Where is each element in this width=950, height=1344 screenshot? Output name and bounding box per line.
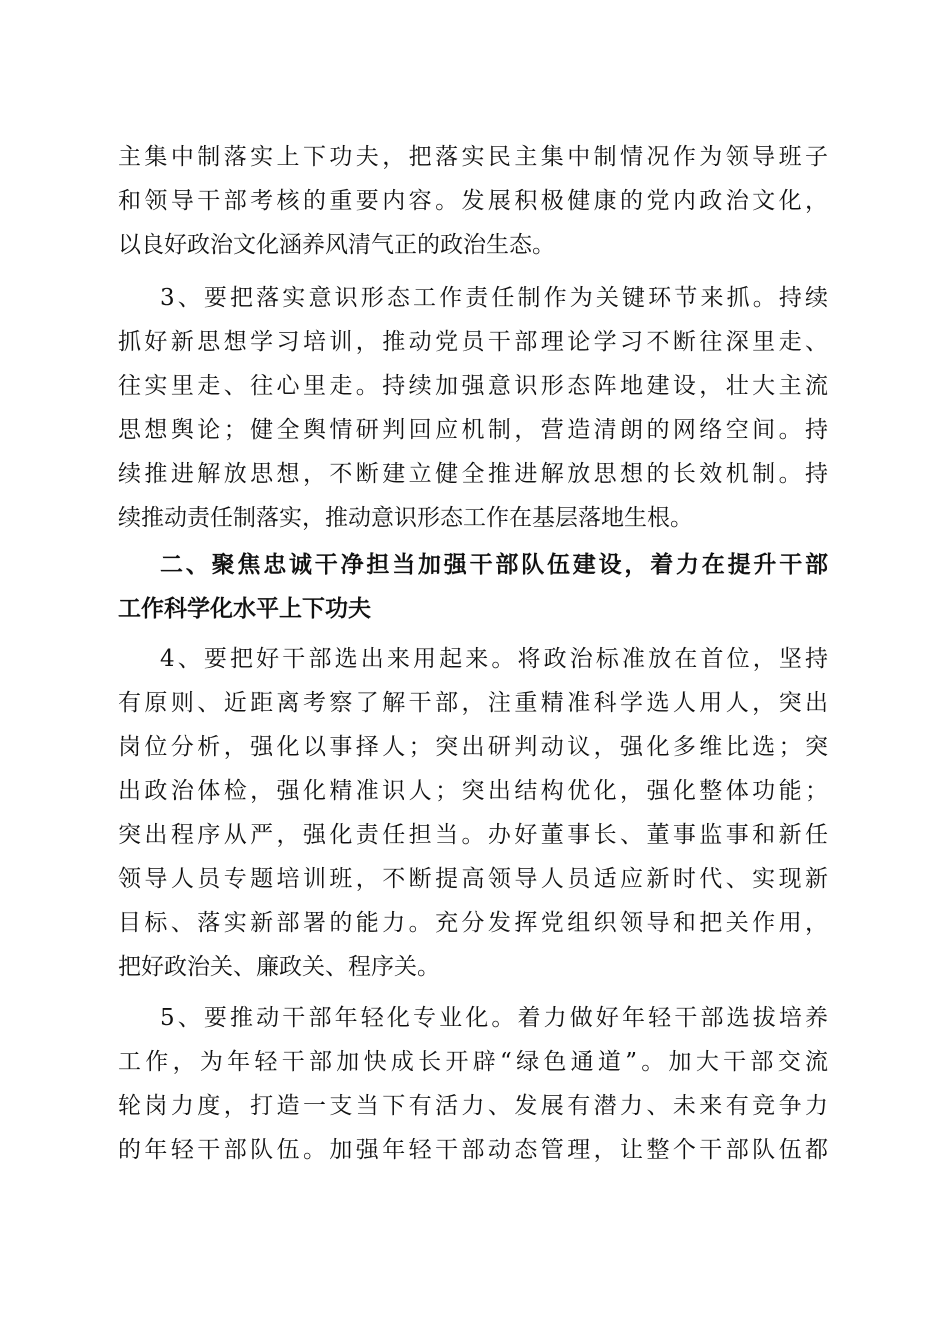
paragraph-4-first-line: 4、要把好干部选出来用起来。将政治标准放在首位，坚持 [160,646,828,672]
text-line: 把好政治关、廉政关、程序关。 [118,954,440,980]
text-line: 轮岗力度，打造一支当下有活力、发展有潜力、未来有竞争力 [118,1093,828,1119]
text-line: 领导人员专题培训班，不断提高领导人员适应新时代、实现新 [118,866,828,892]
paragraph-5-first-line: 5、要推动干部年轻化专业化。着力做好年轻干部选拔培养 [160,1005,828,1031]
text-line: 岗位分析，强化以事择人；突出研判动议，强化多维比选；突 [118,734,828,760]
paragraph-3-first-line: 3、要把落实意识形态工作责任制作为关键环节来抓。持续 [160,285,828,311]
text-line: 和领导干部考核的重要内容。发展积极健康的党内政治文化， [118,188,828,214]
text-line: 续推动责任制落实，推动意识形态工作在基层落地生根。 [118,505,693,531]
section-heading: 二、聚焦忠诚干净担当加强干部队伍建设，着力在提升干部 [160,552,828,578]
text-line: 主集中制落实上下功夫，把落实民主集中制情况作为领导班子 [118,144,828,170]
text-line: 有原则、近距离考察了解干部，注重精准科学选人用人，突出 [118,690,828,716]
text-line: 目标、落实新部署的能力。充分发挥党组织领导和把关作用， [118,910,828,936]
text-line: 抓好新思想学习培训，推动党员干部理论学习不断往深里走、 [118,329,828,355]
text-line: 出政治体检，强化精准识人；突出结构优化，强化整体功能； [118,778,828,804]
text-line: 突出程序从严，强化责任担当。办好董事长、董事监事和新任 [118,822,828,848]
section-heading-continuation: 工作科学化水平上下功夫 [118,596,371,622]
text-line: 的年轻干部队伍。加强年轻干部动态管理，让整个干部队伍都 [118,1137,828,1163]
text-line: 续推进解放思想，不断建立健全推进解放思想的长效机制。持 [118,461,828,487]
text-line: 思想舆论；健全舆情研判回应机制，营造清朗的网络空间。持 [118,417,828,443]
text-line: 以良好政治文化涵养风清气正的政治生态。 [118,232,555,258]
text-line: 往实里走、往心里走。持续加强意识形态阵地建设，壮大主流 [118,373,828,399]
text-line: 工作，为年轻干部加快成长开辟“绿色通道”。加大干部交流 [118,1049,828,1075]
